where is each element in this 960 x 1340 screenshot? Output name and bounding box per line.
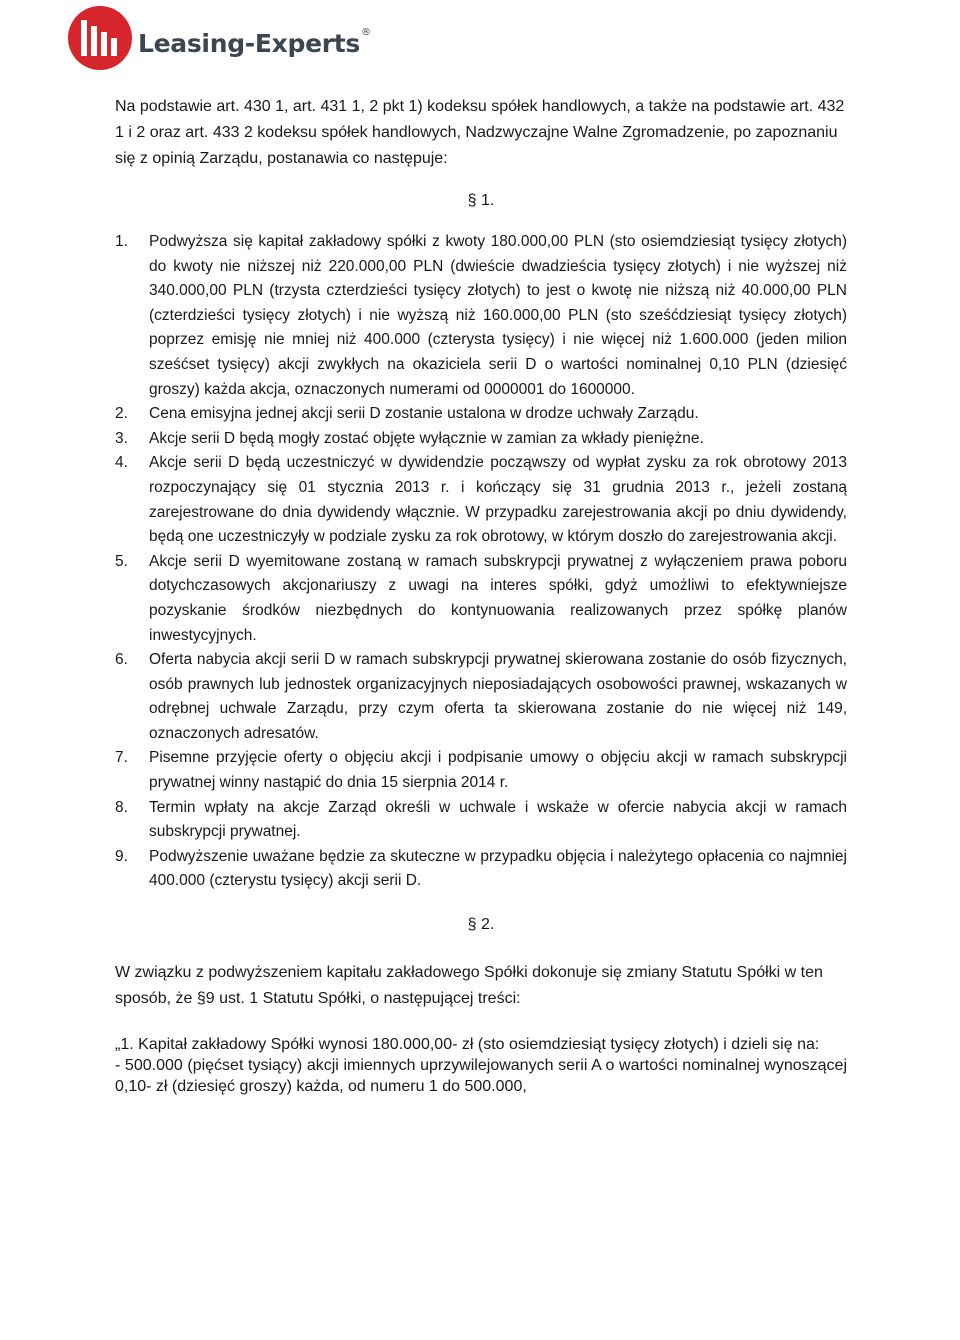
- brand-name: Leasing-Experts®: [138, 26, 371, 58]
- list-item: [115, 230, 847, 402]
- closing-paragraph: W związku z podwyższeniem kapitału zakładowego Spółki dokonuje się zmiany Statutu Spółki w ten sposób, że §9 ust. 1 Statutu Spółki, o następującej treści:: [115, 964, 823, 1008]
- list-item: [115, 451, 847, 549]
- item-text: Podwyższenie uważane będzie za skuteczne w przypadku objęcia i należytego opłacenia co najmniej 400.000 (czterystu tysięcy) akcji serii D.: [149, 847, 847, 890]
- item-text: Akcje serii D będą uczestniczyć w dywidendzie począwszy od wypłat zysku za rok obrotowy 2013 rozpoczynający się 01 stycznia 2013 r. i kończący się 31 grudnia 2013 r., jeżeli zostaną zarejestrowane do dnia dywidendy włącznie. W przypadku zarejestrowania akcji po dniu dywidendy, będą one uczestniczyły w podziale zysku za rok obrotowy, w którym doszło do zarejestrowania akcji.: [149, 454, 847, 546]
- document-body: [115, 94, 847, 1097]
- item-number: 2.: [115, 405, 128, 423]
- registered-mark: ®: [361, 26, 371, 38]
- leasing-experts-logo-icon: [66, 4, 134, 72]
- item-number: 1.: [115, 233, 128, 250]
- list-item: [115, 648, 847, 746]
- item-number: 7.: [115, 749, 128, 767]
- item-number: 4.: [115, 454, 128, 472]
- item-text: Termin wpłaty na akcje Zarząd określi w uchwale i wskaże w ofercie nabycia akcji w ramach subskrypcji prywatnej.: [149, 798, 847, 841]
- quote-line-2: - 500.000 (pięćset tysiący) akcji imiennych uprzywilejowanych serii A o wartości nominalnej wynoszącej 0,10- zł (dziesięć groszy) każda, od numeru 1 do 500.000,: [115, 1057, 847, 1096]
- item-text: Akcje serii D wyemitowane zostaną w ramach subskrypcji prywatnej z wyłączeniem prawa poboru dotychczasowych akcjonariuszy z uwagi na interes spółki, gdyż umożliwi to efektywniejsze pozyskanie środków niezbędnych do kontynuowania realizowanych przez spółkę planów inwestycyjnych.: [149, 552, 847, 644]
- list-item: [115, 746, 847, 795]
- item-number: 8.: [115, 798, 128, 816]
- list-item: [115, 845, 847, 894]
- item-number: 9.: [115, 847, 128, 865]
- item-number: 5.: [115, 552, 128, 570]
- item-number: 3.: [115, 429, 128, 447]
- section-2-heading: § 2.: [467, 916, 495, 934]
- item-text: Oferta nabycia akcji serii D w ramach subskrypcji prywatnej skierowana zostanie do osób fizycznych, osób prawnych lub jednostek organizacyjnych nieposiadających osobowości prawnej, wskazanych w odrębnej uchwale Zarządu, przy czym oferta ta skierowana zostanie do nie więcej niż 149, oznaczonych adresatów.: [149, 651, 847, 742]
- item-text: Cena emisyjna jednej akcji serii D zostanie ustalona w drodze uchwały Zarządu.: [149, 405, 699, 423]
- intro-paragraph: Na podstawie art. 430 1, art. 431 1, 2 pkt 1) kodeksu spółek handlowych, a także na podstawie art. 432 1 i 2 oraz art. 433 2 kodeksu spółek handlowych, Nadzwyczajne Walne Zgromadzenie, po zapoznaniu się z opinią Zarządu, postanawia co następuje:: [115, 98, 845, 167]
- company-logo: [66, 4, 371, 72]
- section-1-heading: § 1.: [467, 192, 495, 209]
- resolution-items: [115, 230, 847, 894]
- item-text: Akcje serii D będą mogły zostać objęte wyłącznie w zamian za wkłady pieniężne.: [149, 429, 704, 447]
- list-item: [115, 402, 847, 427]
- quote-line-1: „1. Kapitał zakładowy Spółki wynosi 180.000,00- zł (sto osiemdziesiąt tysięcy złotych) i dzieli się na:: [115, 1036, 820, 1054]
- list-item: [115, 427, 847, 452]
- item-text: Pisemne przyjęcie oferty o objęciu akcji i podpisanie umowy o objęciu akcji w ramach subskrypcji prywatnej winny nastąpić do dnia 15 sierpnia 2014 r.: [149, 749, 847, 792]
- list-item: [115, 796, 847, 845]
- item-number: 6.: [115, 651, 128, 669]
- item-text: Podwyższa się kapitał zakładowy spółki z kwoty 180.000,00 PLN (sto osiemdziesiąt tysięcy złotych) do kwoty nie niższej niż 220.000,00 PLN (dwieście dwadzieścia tysięcy złotych) i nie wyższej niż 340.000,00 PLN (trzysta czterdzieści tysięcy złotych) to jest o kwotę nie niższą niż 40.000,00 PLN (czterdzieści tysięcy złotych) i nie wyższą niż 160.000,00 PLN (sto sześćdziesiąt tysięcy złotych) poprzez emisję nie mniej niż 400.000 (czterysta tysięcy) i nie więcej niż 1.600.000 (jeden milion sześćset tysięcy) akcji zwykłych na okaziciela serii D o wartości nominalnej 0,10 PLN (dziesięć groszy) każda akcja, oznaczonych numerami od 0000001 do 1600000.: [149, 233, 847, 398]
- statute-quote: [115, 1034, 847, 1097]
- list-item: [115, 550, 847, 648]
